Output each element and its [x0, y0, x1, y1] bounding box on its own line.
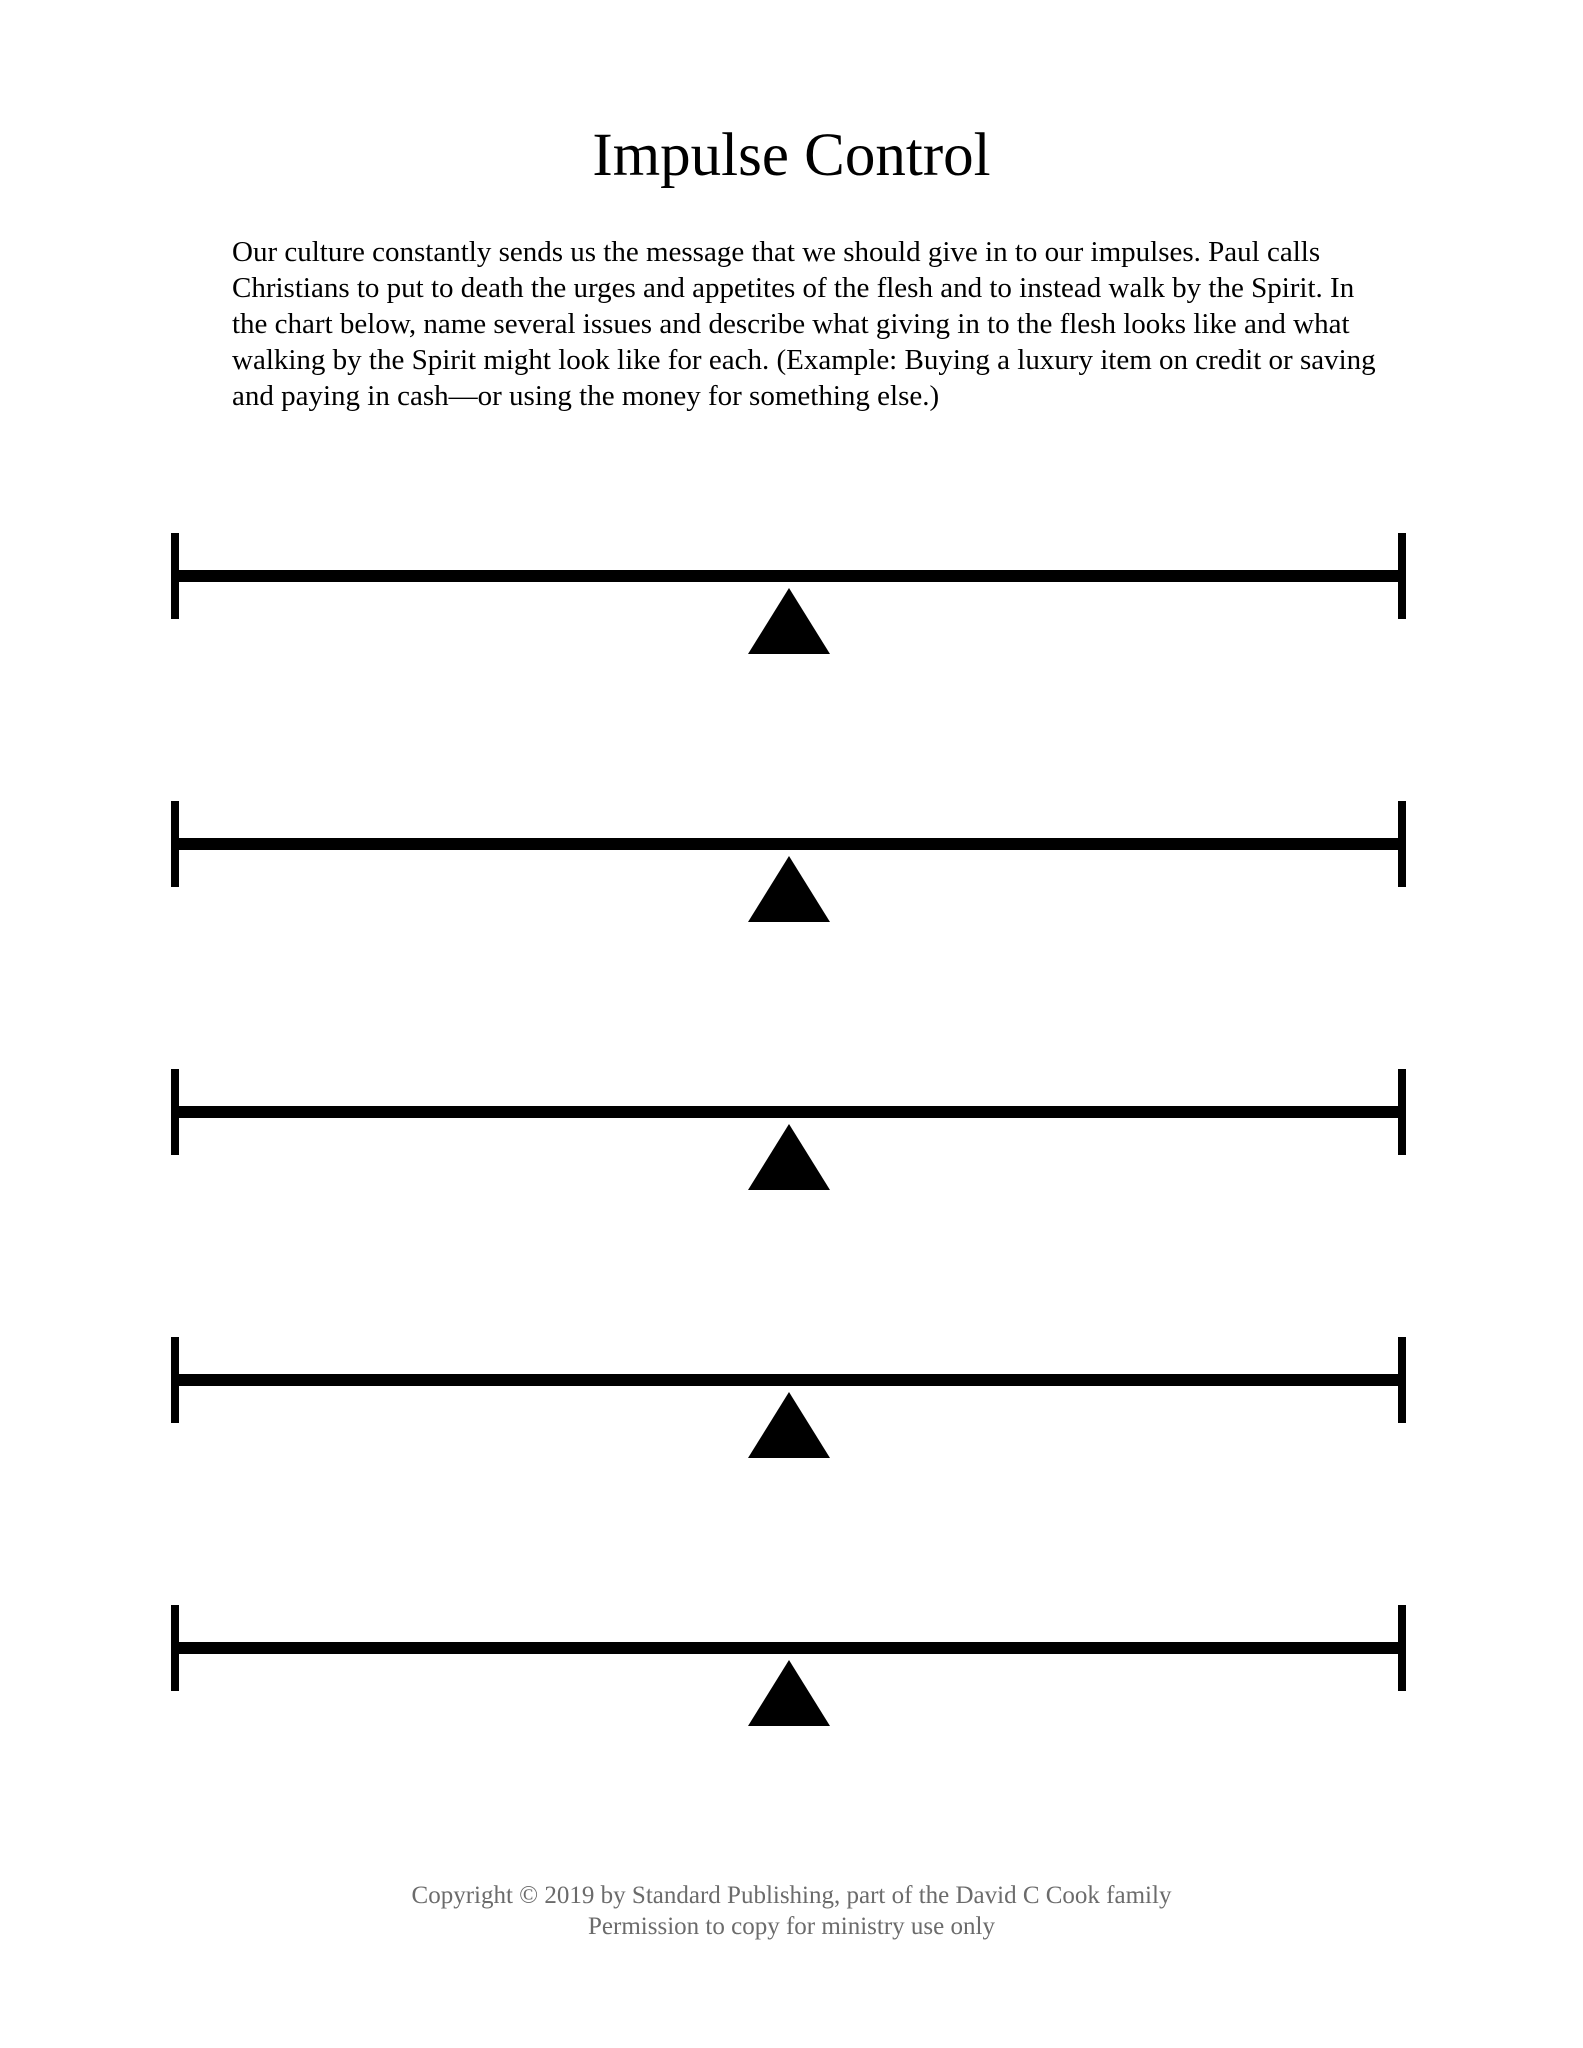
- scale-right-end: [1398, 801, 1406, 887]
- page-title: Impulse Control: [592, 122, 991, 189]
- scale-right-end: [1398, 1337, 1406, 1423]
- scale-left-end: [171, 1337, 179, 1423]
- scale-beam: [175, 1374, 1402, 1386]
- balance-scale-icon: [171, 801, 1406, 922]
- scale-beam: [175, 838, 1402, 850]
- scale-fulcrum-icon: [748, 1660, 830, 1726]
- balance-scale-icon: [171, 1069, 1406, 1190]
- balance-scale-icon: [171, 533, 1406, 654]
- scale-beam: [175, 1642, 1402, 1654]
- scale-fulcrum-icon: [748, 1392, 830, 1458]
- balance-scale-icon: [171, 1337, 1406, 1458]
- scale-right-end: [1398, 1605, 1406, 1691]
- scale-left-end: [171, 1069, 179, 1155]
- scale-fulcrum-icon: [748, 856, 830, 922]
- scale-left-end: [171, 533, 179, 619]
- scale-fulcrum-icon: [748, 1124, 830, 1190]
- copyright-notice: Copyright © 2019 by Standard Publishing, part of the David C Cook family: [411, 1882, 1172, 1909]
- scale-right-end: [1398, 1069, 1406, 1155]
- permission-notice: Permission to copy for ministry use only: [588, 1913, 995, 1940]
- scale-fulcrum-icon: [748, 588, 830, 654]
- scale-left-end: [171, 1605, 179, 1691]
- footer: [0, 1880, 1583, 1942]
- intro-paragraph: Our culture constantly sends us the message that we should give in to our impulses. Paul calls Christians to put to death the urges and appetites of the flesh and to instead walk by the Spirit. In the chart below, name several issues and describe what giving in to the flesh looks like and what walking by the Spirit might look like for each. (Example: Buying a luxury item on credit or saving and paying in cash—or using the money for something else.): [232, 236, 1376, 412]
- balance-scale-icon: [171, 1605, 1406, 1726]
- scale-beam: [175, 570, 1402, 582]
- scale-beam: [175, 1106, 1402, 1118]
- scale-left-end: [171, 801, 179, 887]
- scale-right-end: [1398, 533, 1406, 619]
